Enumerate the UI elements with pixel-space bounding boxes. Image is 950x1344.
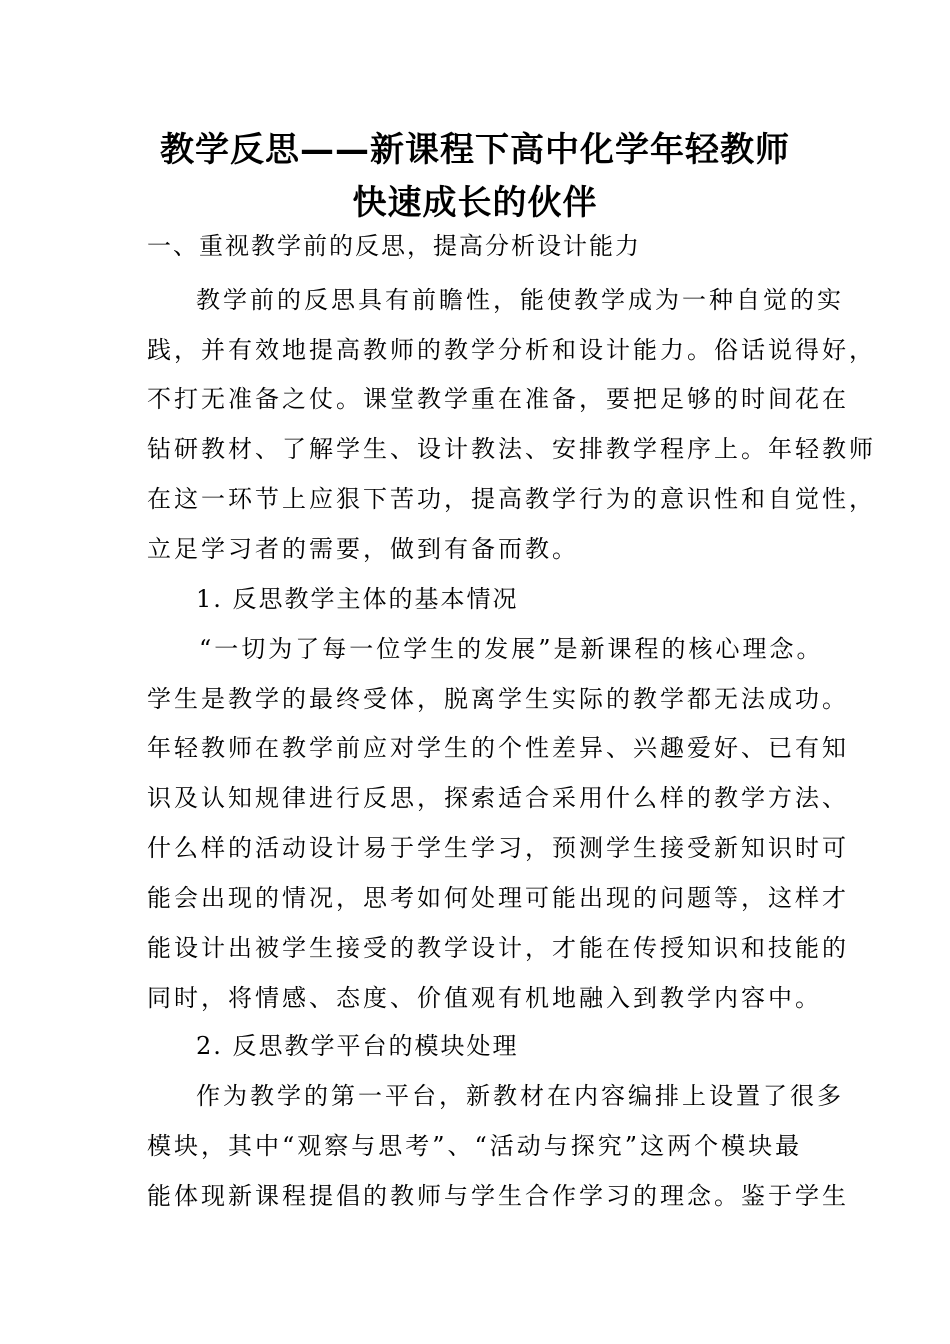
paragraph-line: 立足学习者的需要，做到有备而教。 xyxy=(147,535,579,563)
paragraph-line: 模块，其中“观察与思考”、“活动与探究”这两个模块最 xyxy=(147,1132,803,1160)
paragraph-line: “一切为了每一位学生的发展”是新课程的核心理念。 xyxy=(199,635,824,663)
paragraph-line: 识及认知规律进行反思，探索适合采用什么样的教学方法、 xyxy=(147,784,849,812)
section-heading: 一、重视教学前的反思，提高分析设计能力 xyxy=(147,232,641,260)
paragraph-line: 什么样的活动设计易于学生学习，预测学生接受新知识时可 xyxy=(147,834,849,862)
paragraph-line: 能体现新课程提倡的教师与学生合作学习的理念。鉴于学生 xyxy=(147,1182,849,1210)
paragraph-line: 同时，将情感、态度、价值观有机地融入到教学内容中。 xyxy=(147,984,822,1012)
paragraph-line: 学生是教学的最终受体，脱离学生实际的教学都无法成功。 xyxy=(147,685,849,713)
paragraph-line: 作为教学的第一平台，新教材在内容编排上设置了很多 xyxy=(196,1082,844,1110)
subsection-heading: 2. 反思教学平台的模块处理 xyxy=(196,1032,519,1060)
paragraph-line: 能会出现的情况，思考如何处理可能出现的问题等，这样才 xyxy=(147,884,849,912)
paragraph-line: 践，并有效地提高教师的教学分析和设计能力。俗话说得好， xyxy=(147,336,876,364)
paragraph-line: 教学前的反思具有前瞻性，能使教学成为一种自觉的实 xyxy=(196,286,844,314)
paragraph-line: 年轻教师在教学前应对学生的个性差异、兴趣爱好、已有知 xyxy=(147,734,849,762)
document-title-line-1: 教学反思——新课程下高中化学年轻教师 xyxy=(160,130,790,170)
paragraph-line: 在这一环节上应狠下苦功，提高教学行为的意识性和自觉性， xyxy=(147,485,876,513)
paragraph-line: 能设计出被学生接受的教学设计，才能在传授知识和技能的 xyxy=(147,934,849,962)
subsection-heading: 1. 反思教学主体的基本情况 xyxy=(196,585,519,613)
paragraph-line: 不打无准备之仗。课堂教学重在准备，要把足够的时间花在 xyxy=(147,385,849,413)
document-title-line-2: 快速成长的伙伴 xyxy=(352,183,598,223)
paragraph-line: 钻研教材、了解学生、设计教法、安排教学程序上。年轻教师 xyxy=(147,435,876,463)
